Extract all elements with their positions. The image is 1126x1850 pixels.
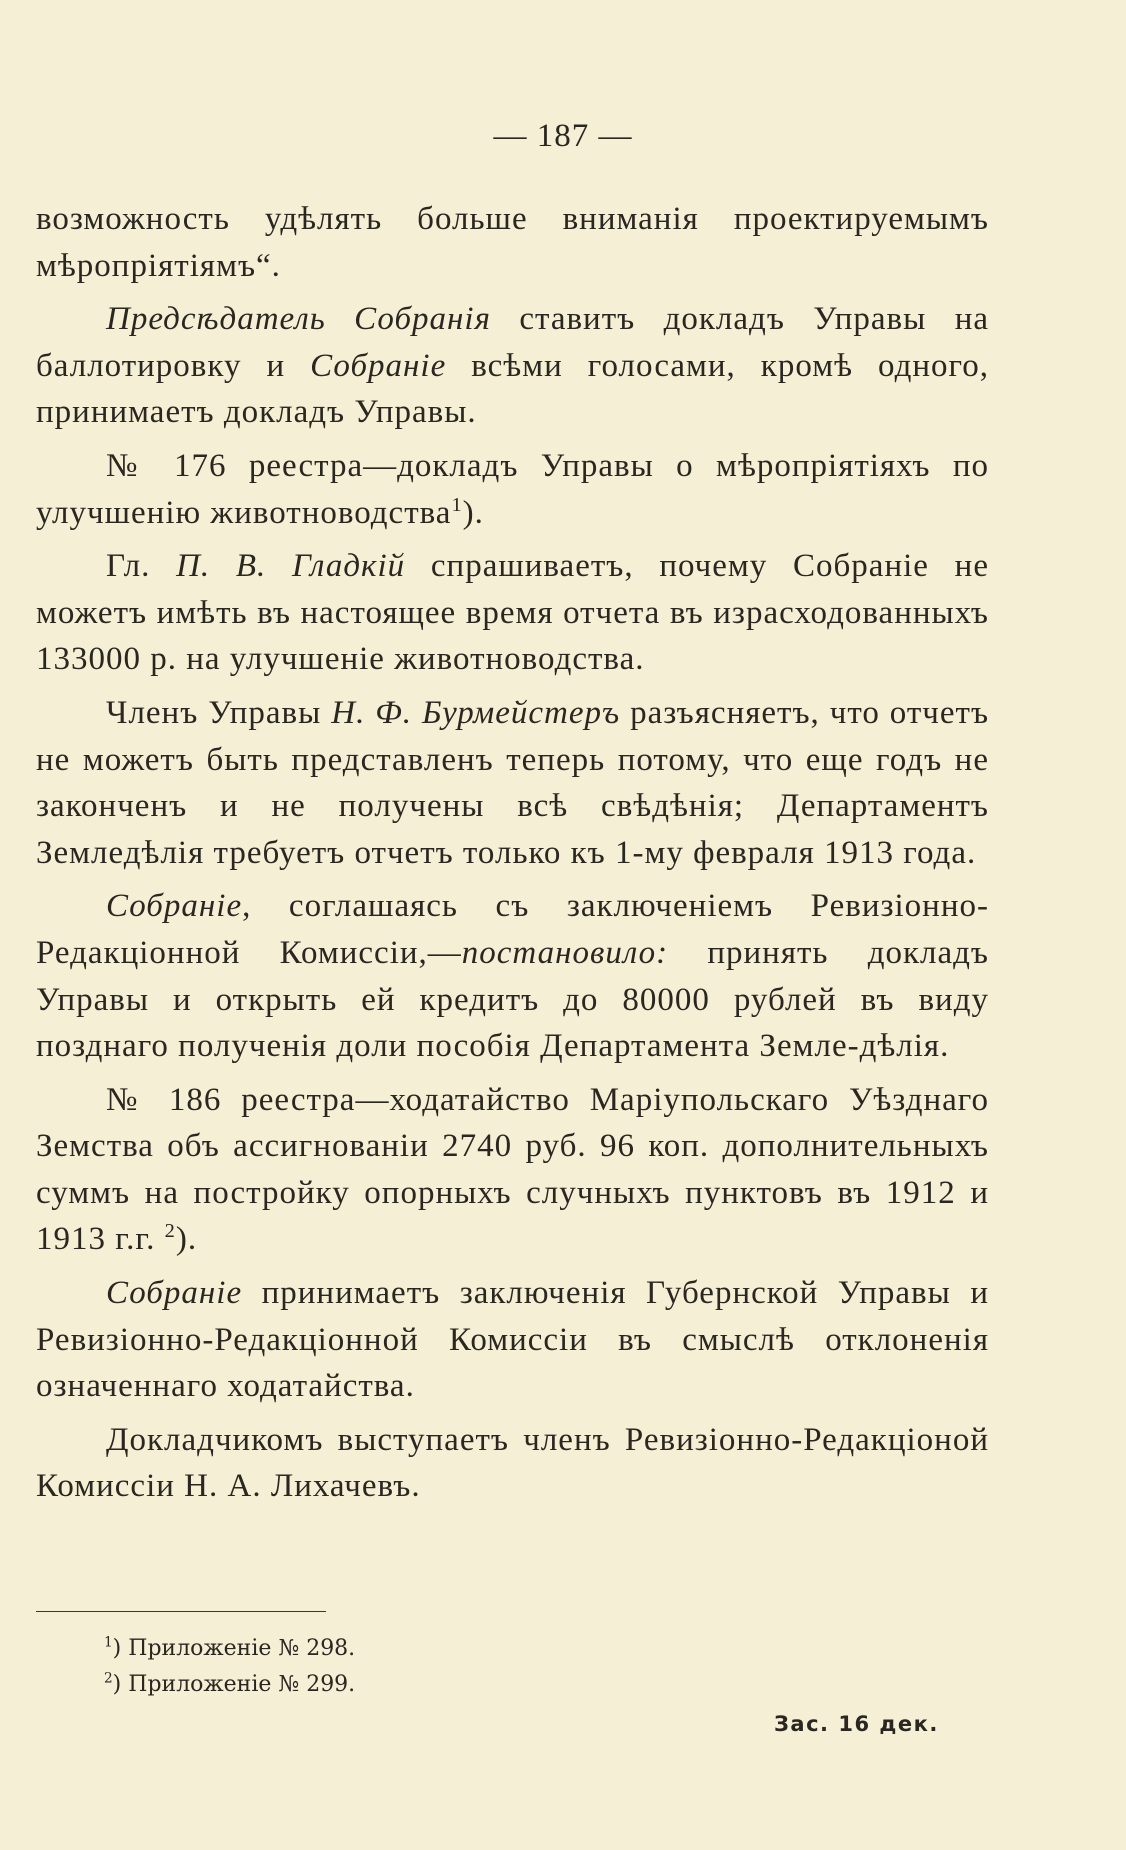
footnote-mark: 2 [104,1670,113,1687]
paragraph-continuation [36,196,989,289]
text-span: ). [462,494,484,531]
italic-name: П. В. Гладкій [176,548,406,585]
italic-name: Собраніе [310,347,447,384]
italic-name: Собраніе [106,1275,243,1312]
footnote-paren: ) [112,1672,122,1697]
italic-name: Собраніе [106,888,243,925]
footnote-divider [36,1611,326,1612]
page-number: — 187 — [493,118,633,154]
text-span: спрашиваетъ, почему Собраніе не можетъ имѣть въ настоящее время отчета въ израсходованныхъ 133000 р. на улучшеніе животноводства. [36,548,989,678]
paragraph-assembly-resolution [36,883,989,1069]
text-span: принять докладъ Управы и открыть ей кредитъ до 80000 рублей въ виду позднаго полученія доли пособія Департамента Земле-дѣлія. [36,934,989,1065]
text-span: Гл. [106,548,177,585]
italic-name: Предсѣдатель Собранія [106,301,491,338]
paragraph-burmeister-reply [36,690,989,876]
text-span: ставитъ докладъ Управы на баллотировку и [36,301,990,384]
paragraph-registry-176 [36,443,989,536]
paragraph-chairman-ballot [36,296,989,436]
footnote-2 [104,1667,355,1703]
text-span: принимаетъ заключенія Губернской Управы и Ревизіонно-Редакціонной Комиссіи въ смыслѣ отклоненія означеннаго ходатайства. [36,1275,989,1405]
paragraph-gladkiy-question [36,543,989,683]
paragraph-speaker [36,1417,989,1510]
text-span: Докладчикомъ выступаетъ членъ Ревизіонно-Редакціоной Комиссіи Н. А. Лихачевъ. [36,1421,989,1505]
session-signature: Зас. 16 дек. [774,1712,939,1736]
footnote-1 [104,1631,355,1667]
text-span: , соглашаясь съ заключеніемъ Ревизіонно-Редакціонной Комиссіи,— [36,888,989,971]
italic-name: Н. Ф. Бурмейстеръ [331,694,621,731]
footnotes [104,1631,355,1703]
italic-name: постановило: [461,934,669,971]
text-span: ). [175,1221,198,1258]
text-span: возможность удѣлять больше вниманія проектируемымъ мѣропріятіямъ“. [36,201,989,284]
paragraph-assembly-rejection [36,1270,989,1410]
footnote-text: Приложеніе № 298. [121,1636,356,1661]
footnote-mark: 1 [104,1634,113,1651]
body-text [36,196,989,1517]
text-span: Членъ Управы [106,694,332,731]
text-span: № 176 реестра—докладъ Управы о мѣропріятіяхъ по улучшенію животноводства [36,447,989,531]
footnote-text: Приложеніе № 299. [121,1672,356,1697]
text-span: разъясняетъ, что отчетъ не можетъ быть представленъ теперь потому, что еще годъ не законченъ и не получены всѣ свѣдѣнія; Департаментъ Земледѣлія требуетъ отчетъ только къ 1-му февраля 1913 года. [36,694,990,871]
text-span: № 186 реестра—ходатайство Маріупольскаго Уѣзднаго Земства объ ассигнованіи 2740 руб. 96 коп. дополнительныхъ суммъ на постройку опорныхъ случныхъ пунктовъ въ 1912 и 1913 г.г. [36,1081,989,1258]
text-span: всѣми голосами, кромѣ одного, принимаетъ докладъ Управы. [36,347,989,431]
footnote-ref: 2 [164,1220,176,1243]
paragraph-registry-186 [36,1077,989,1263]
footnote-ref: 1 [451,493,463,516]
footnote-paren: ) [112,1636,122,1661]
